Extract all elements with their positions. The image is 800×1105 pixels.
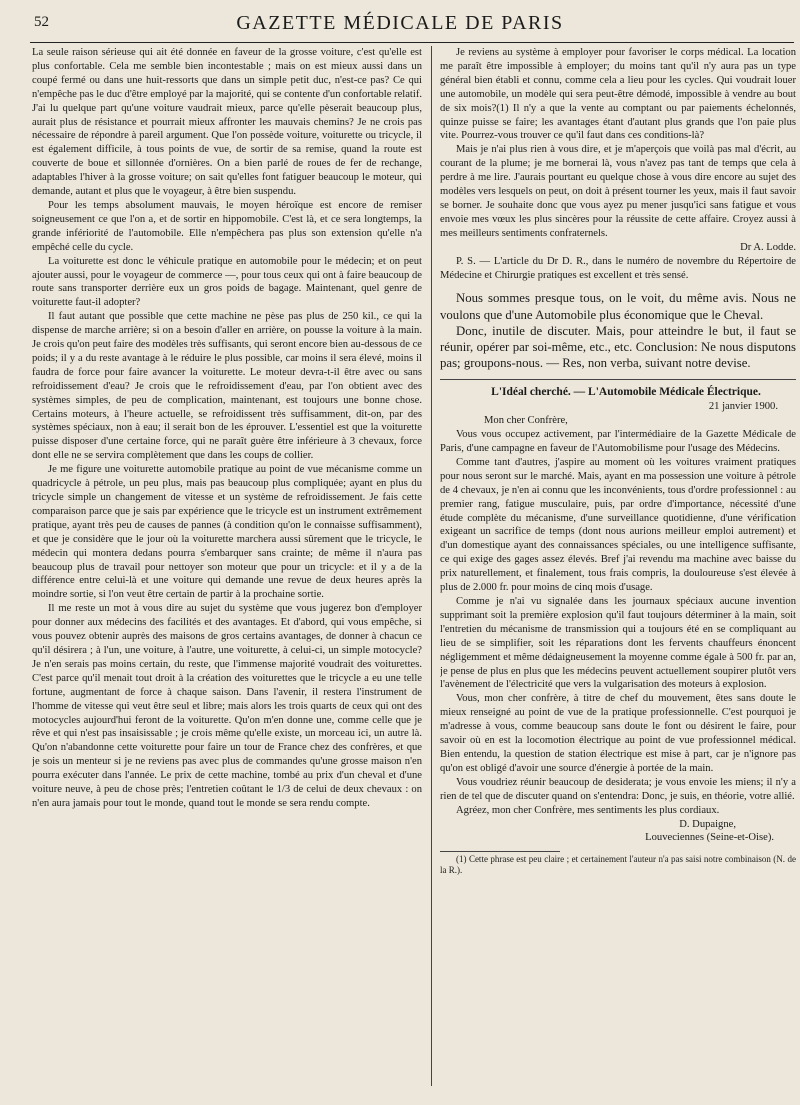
- left-paragraph-4: Il faut autant que possible que cette machine ne pèse pas plus de 250 kil., ce qui la dispense de marche arrière; si on a besoin d'aller en arrière, on pousse la voiture à la main. Je crois qu'on peut faire des modèles très suffisants, qui seront encore bien au-dessous de ce poids; il y a du reste avantage à le réduire le plus possible, car moins il sera élevé, moins il faudra de force pour faire avancer la voiturette. Le moteur devra-t-il être avec ou sans refroidissement d'eau? Je crois que le refroidissement d'eau, par l'on obtient avec des systèmes simples, de peu de complication, maintenant, est toujours une bonne chose. Certains moteurs, à l'heure actuelle, se refroidissent très suffisamment, dit-on, par des systèmes spéciaux, non à eau; il serait bon de les éprouver. L'essentiel est que la voiturette puisse disposer d'une certaine force, qui ne paraît guère être inférieure à 3 chevaux, force dont elle ne se servira complètement que dans les coups de collier.: [32, 311, 422, 462]
- page-number: 52: [34, 14, 49, 30]
- left-paragraph-1: La seule raison sérieuse qui ait été donnée en faveur de la grosse voiture, c'est qu'elle est plus confortable. Cela me semble bien incontestable ; mais on est mieux aussi dans un coupé fermé ou dans une huit-ressorts que dans un simple petit duc, n'est-ce pas? Ce qui n'empêche pas le duc d'être employé par la majorité, qui se contente d'un confortable relatif. J'ai lu quelque part qu'une voiture vaudrait mieux, parce qu'elle pèserait beaucoup plus, aurait plus de résistance et pourrait mieux affronter les mauvais chemins? Je ne crois pas nécessaire de répondre à pareil argument. Que l'on possède voiture, voiturette ou tricycle, il est également difficile, à tous points de vue, de sortir de sa remise, quand la route est couverte de boue et sillonnée d'ornières. On a bien parlé de roues de fer de rechange, adaptables l'hiver à la grosse voiture; on sait qu'elles font fatiguer beaucoup le moteur, qui demande, autant et plus que le voyageur, à être bien suspendu.: [32, 47, 422, 198]
- footnote: (1) Cette phrase est peu claire ; et certainement l'auteur n'a pas saisi notre combinaison (N. de la R.).: [440, 854, 796, 876]
- left-paragraph-6: Il me reste un mot à vous dire au sujet du système que vous jugerez bon d'employer pour donner aux médecins des facilités et des avantages. Et d'abord, qui vous empêche, si vous pouvez obtenir auprès des maisons de gros certains avantages, de donner à chacun ce qu'il désirera ; à l'un, une voiture, à l'autre, une voiturette, à celui-ci, un simple motocycle? Je n'en serais pas moins certain, du reste, que l'immense majorité voudrait des voiturettes. C'est parce qu'il menait tout droit à la création des voiturettes que le tricycle a eu une telle fortune, augmentant de force à chaque saison. Dans l'avenir, il restera l'instrument de l'homme de vitesse qui veut être seul et libre; mais alors les trois quarts de ceux qui ont des motocycles aujourd'hui feront de la voiturette. Qu'on m'en donne une, comme celle que je rêve et qui n'est pas insaisissable ; je crois même qu'elle existe, un morceau ici, un autre là. Qu'on n'abandonne cette voiturette pour faire un tour de France chez des confrères, et que je sois un menteur si je ne reviens pas avec plus de commandes qu'une grosse maison n'en pourra exécuter dans l'année. Le prix de cette machine, tombé au prix d'un cheval et d'une voiture neuve, à peu de chose près; l'entretien coûtant le 1/3 de celui de deux chevaux : on n'en aura jamais pour tout le monde, quand tout le monde se sera rendu compte.: [32, 603, 422, 809]
- article-paragraph-2: Comme tant d'autres, j'aspire au moment où les voitures vraiment pratiques pour nous seront sur le marché. Mais, ayant en ma possession une voiture à pétrole de 4 chevaux, je n'en ai connu que les inconvénients, tous d'ordre professionnel : au premier rang, fatigue musculaire, puis, par ordre d'importance, nécessité d'une étude complète du mécanisme, d'une surveillance quotidienne, d'une vérification exigeant un sacrifice de temps (dont nous aurions meilleur emploi autrement) et d'un domestique ayant des connaissances spéciales, ou une intelligence suffisante, ce qui exige des gages assez élevés. Bref j'ai revendu ma machine avec baisse du prix naturellement, et finalement, tous frais compris, la douloureuse s'est élevée à plus de 2.000 fr. pour moins de cinq mois d'usage.: [440, 456, 796, 594]
- journal-title: GAZETTE MÉDICALE DE PARIS: [236, 12, 564, 34]
- article-date: 21 janvier 1900.: [708, 401, 778, 413]
- article-paragraph-5: Vous voudriez réunir beaucoup de desiderata; je vous envoie les miens; il n'y a rien de tel que de discuter quand on s'entendra: Donc, je suis, en théorie, votre allié.: [440, 776, 796, 802]
- left-paragraph-3: La voiturette est donc le véhicule pratique en automobile pour le médecin; et on peut ajouter aussi, pour le voyageur de commerce —, pour tous ceux qui ont à faire beaucoup de route sans transporter derrière eux un gros poids de bagage. Maintenant, quel genre de voiturette faut-il adopter?: [32, 255, 422, 309]
- left-column: [32, 46, 422, 1096]
- editorial-paragraph-1: Nous sommes presque tous, on le voit, du même avis. Nous ne voulons que d'une Automobile plus économique que le Cheval.: [440, 291, 796, 322]
- right-column: [440, 46, 796, 1101]
- column-divider: [431, 46, 432, 1086]
- signature-lodde: Dr A. Lodde.: [740, 241, 796, 253]
- footnote-rule: [440, 851, 560, 852]
- postscript: P. S. — L'article du Dr D. R., dans le numéro de novembre du Répertoire de Médecine et Chirurgie pratiques est excellent et très sensé.: [440, 255, 796, 281]
- article-paragraph-6: Agréez, mon cher Confrère, mes sentiments les plus cordiaux.: [456, 804, 720, 816]
- editorial-paragraph-2: Donc, inutile de discuter. Mais, pour atteindre le but, il faut se réunir, opérer par soi-même, etc., etc. Conclusion: Ne nous disputons pas; groupons-nous. — Res, non verba, suivant notre devise.: [440, 323, 796, 371]
- article-paragraph-3: Comme je n'ai vu signalée dans les journaux spéciaux aucune invention supprimant soit la première explosion qu'il faut toujours déterminer à la main, soit l'entretien du mécanisme de transmission qui a toujours été en se compliquant au lieu de se simplifier, soit les réparations dont les fervents chauffeurs énoncent négligemment et même dédaigneusement la moyenne comme égale à 500 fr. par an, je pense de plus en plus que les médecins peuvent actuellement soupirer plutôt vers l'avènement de l'électricité que vers la vulgarisation des moteurs à explosion.: [440, 596, 796, 691]
- article-title: L'Idéal cherché. — L'Automobile Médicale Électrique.: [491, 386, 761, 399]
- header-rule: [30, 42, 794, 43]
- article-signature: D. Dupaigne,: [679, 818, 736, 830]
- editorial-note: [440, 290, 796, 371]
- article-paragraph-4: Vous, mon cher confrère, à titre de chef du mouvement, êtes sans doute le mieux renseigné au point de vue de la pratique professionnelle. C'est pourquoi je m'adresse à vous, comme beaucoup sans doute le font ou désirent le faire, pour savoir où en est la locomotion électrique au point de vue professionnel médical. Bien entendu, la question de station électrique est mise à part, car je n'ignore pas qu'on est obligé d'avoir une source d'énergie à portée de la main.: [440, 693, 796, 774]
- right-paragraph-1: Je reviens au système à employer pour favoriser le corps médical. La location me paraît être impossible à employer; du moins tant qu'il n'y aura pas un type général bien établi et connu, comme cela a lieu pour les cycles. Qui voudrait louer une automobile, un modèle qui sera peut-être démodé, impossible à vendre au bout de six mois?(1) Il n'y a que la vente au comptant ou par paiements échelonnés, quinze puisse se faire; les avantages étant d'autant plus grands que l'on paie plus vite. Pourrez-vous trouver ce qu'il faut dans ces conditions-là?: [440, 47, 796, 142]
- article-paragraph-1: Vous vous occupez activement, par l'intermédiaire de la Gazette Médicale de Paris, d'une campagne en faveur de l'Automobilisme pour l'usage des Médecins.: [440, 429, 796, 455]
- right-paragraph-2: Mais je n'ai plus rien à vous dire, et je m'aperçois que voilà pas mal d'écrit, au courant de la plume; je me bornerai là, vous n'avez pas tant de temps que cela à perdre à me lire. J'aurais pourtant eu quelque chose à vous dire encore au sujet des modèles vers lesquels on peut, on doit à présent tourner les yeux, mais il faut savoir se borner. Je souhaite donc que vous ayez pu mener jusqu'ici sans fatigue et vous envoie mes vœux les plus sincères pour la réussite de cette affaire. Croyez aussi à mes meilleurs sentiments confraternels.: [440, 144, 796, 239]
- left-paragraph-5: Je me figure une voiturette automobile pratique au point de vue mécanisme comme un quadricycle à pétrole, un peu plus, mais pas beaucoup plus compliquée; ayant en plus du tricycle simple un changement de vitesse et un système de refroidissement. Je fais cette comparaison parce que je sais par expérience que le tricycle est un instrument extrêmement pratique, ayant très peu de causes de pannes (à condition qu'on le connaisse suffisamment), et que je considère que le jour où la voiturette marchera aussi sûrement que le tricycle, le médecin qui montera dedans pourra s'embarquer sans crainte; de même il n'aura pas beaucoup plus de travail pour nettoyer son moteur que pour un tricycle: et il y a de la différence entre celui-là et une voiture qui demande une revue de deux heures après la moindre sortie, si l'on veut être certain de partir à la prochaine sortie.: [32, 464, 422, 601]
- article-salutation: Mon cher Confrère,: [484, 415, 568, 427]
- article-place: Louveciennes (Seine-et-Oise).: [645, 832, 774, 844]
- section-divider: [440, 379, 796, 380]
- left-paragraph-2: Pour les temps absolument mauvais, le moyen héroïque est encore de remiser soigneusement ce que l'on a, et de sortir en hippomobile. C'est là, et ce sera longtemps, la grande infériorité de l'automobile. Elle n'empêchera pas plus son extension qu'elle n'a empêché celle du cycle.: [32, 199, 422, 253]
